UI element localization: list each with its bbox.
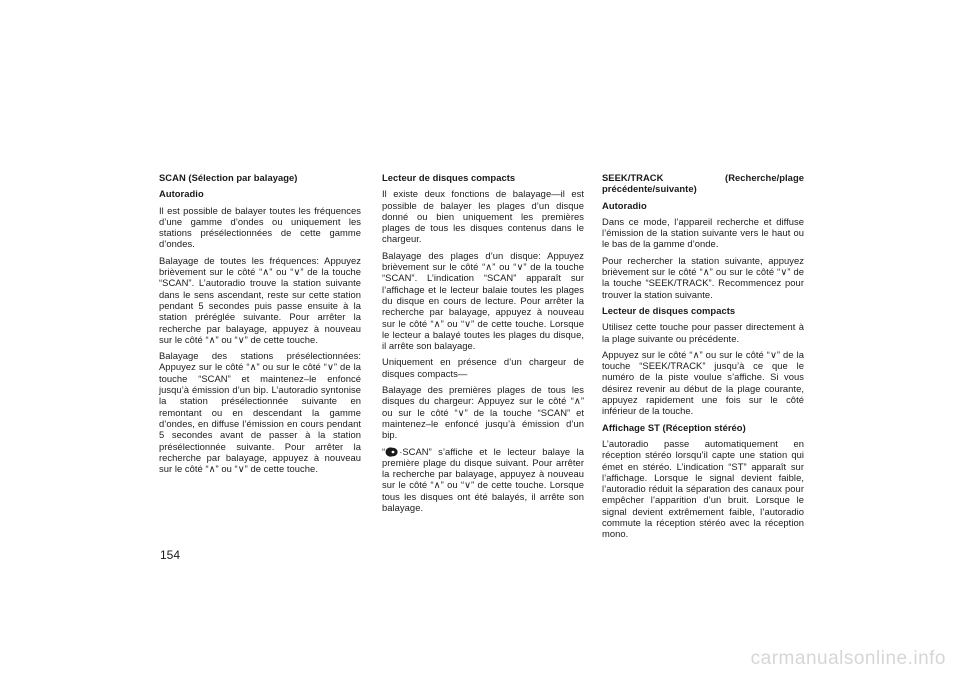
watermark: carmanualsonline.info <box>750 648 946 669</box>
paragraph: Balayage des premières plages de tous les disques du chargeur: Appuyez sur le côté “∧” ou sur le côté “∨” de la touche “SCAN” et maintenez–le enfoncé jusqu’à émission d’un bip. <box>382 384 584 441</box>
paragraph: Balayage de toutes les fréquences: Appuyez brièvement sur le côté “∧” ou “∨” de la touche “SCAN”. L’autoradio trouve la station suivante dans le sens ascendant, reste sur cette station pendant 5 secondes puis passe ensuite à la station préréglée suivante. Pour arrêter la recherche par balayage, appuyez à nouveau sur le côté “∧” ou “∨” de cette touche. <box>159 254 361 345</box>
column-scan <box>159 172 361 479</box>
paragraph <box>382 446 584 514</box>
heading-part: SEEK/TRACK <box>602 172 664 183</box>
column-cd-scan <box>382 172 584 518</box>
paragraph: Il existe deux fonctions de balayage—il est possible de balayer les plages d’un disque donné ou bien uniquement les premières plages de tous les disques contenus dans le chargeur. <box>382 188 584 245</box>
paragraph: Balayage des stations présélectionnées: Appuyez sur le côté “∧” ou sur le côté “∨” de la touche “SCAN” et maintenez–le enfoncé jusqu’à émission d’un bip. L’autoradio syntonise la station présélectionnée suivante en remontant ou en descendant la gamme d’ondes, en diffuse l’émission en cours pendant 5 secondes avant de passer à la station présélectionnée suivante. Pour arrêter la recherche par balayage, appuyez à nouveau sur le côté “∧” ou “∨” de cette touche. <box>159 350 361 475</box>
paragraph: Utilisez cette touche pour passer directement à la plage suivante ou précédente. <box>602 321 804 344</box>
paragraph: L’autoradio passe automatiquement en réception stéréo lorsqu’il capte une station qui émet en stéréo. L’indication “ST” apparaît sur l’affichage. Lorsque le signal devient faible, l’autoradio réduit la séparation des canaux pour empêcher l’apparition d’un bruit. Lorsque le signal devient extrêmement faible, l’autoradio commute la réception stéréo avec la réception mono. <box>602 437 804 540</box>
paragraph: Il est possible de balayer toutes les fréquences d’une gamme d’ondes ou uniquement les stations présélectionnées de cette gamme d’ondes. <box>159 204 361 250</box>
paragraph: Uniquement en présence d’un chargeur de disques compacts— <box>382 356 584 379</box>
subheading-cd: Lecteur de disques compacts <box>602 304 736 316</box>
subheading-stereo: Affichage ST (Réception stéréo) <box>602 421 746 433</box>
paragraph: Appuyez sur le côté “∧” ou sur le côté “∨” de la touche “SEEK/TRACK” jusqu’à ce que le numéro de la piste voulue s’affiche. Si vous désirez revenir au début de la plage courante, appuyez rapidement une fois sur le côté inférieur de la touche. <box>602 348 804 417</box>
paragraph: Dans ce mode, l’appareil recherche et diffuse l’émission de la station suivante vers le haut ou le bas de la gamme d’onde. <box>602 215 804 250</box>
heading-part: précédente/suivante) <box>602 183 697 195</box>
section-heading-seek <box>602 172 804 195</box>
paragraph-text: ·SCAN” s’affiche et le lecteur balaye la première plage du disque suivant. Pour arrêter la recherche par balayage, appuyez à nouveau sur le côté “∧” ou “∨” de cette touche. Lorsque tous les disques ont été balayés, il arrête son balayage. <box>382 445 584 514</box>
subheading-radio: Autoradio <box>159 188 204 200</box>
paragraph: Balayage des plages d’un disque: Appuyez brièvement sur le côté “∧” ou “∨” de la touche “SCAN”. L’indication “SCAN” apparaît sur l’affichage et le lecteur balaie toutes les plages du disque en cours de lecture. Pour arrêter la recherche par balayage, appuyez à nouveau sur le côté “∧” ou “∨” de cette touche. Lorsque le lecteur a balayé toutes les plages du disque, il arrête son balayage. <box>382 249 584 352</box>
paragraph: Pour rechercher la station suivante, appuyez brièvement sur le côté “∧” ou sur le côté “∨” de la touche “SEEK/TRACK”. Recommencez pour trouver la station suivante. <box>602 254 804 300</box>
column-seek-track <box>602 172 804 545</box>
disc-icon <box>385 447 398 457</box>
section-heading-cd: Lecteur de disques compacts <box>382 172 516 183</box>
section-heading-scan: SCAN (Sélection par balayage) <box>159 172 298 183</box>
page-number: 154 <box>160 548 181 562</box>
quote-open: “ <box>382 445 386 457</box>
subheading-radio: Autoradio <box>602 199 647 211</box>
heading-part: (Recherche/plage <box>725 172 804 183</box>
